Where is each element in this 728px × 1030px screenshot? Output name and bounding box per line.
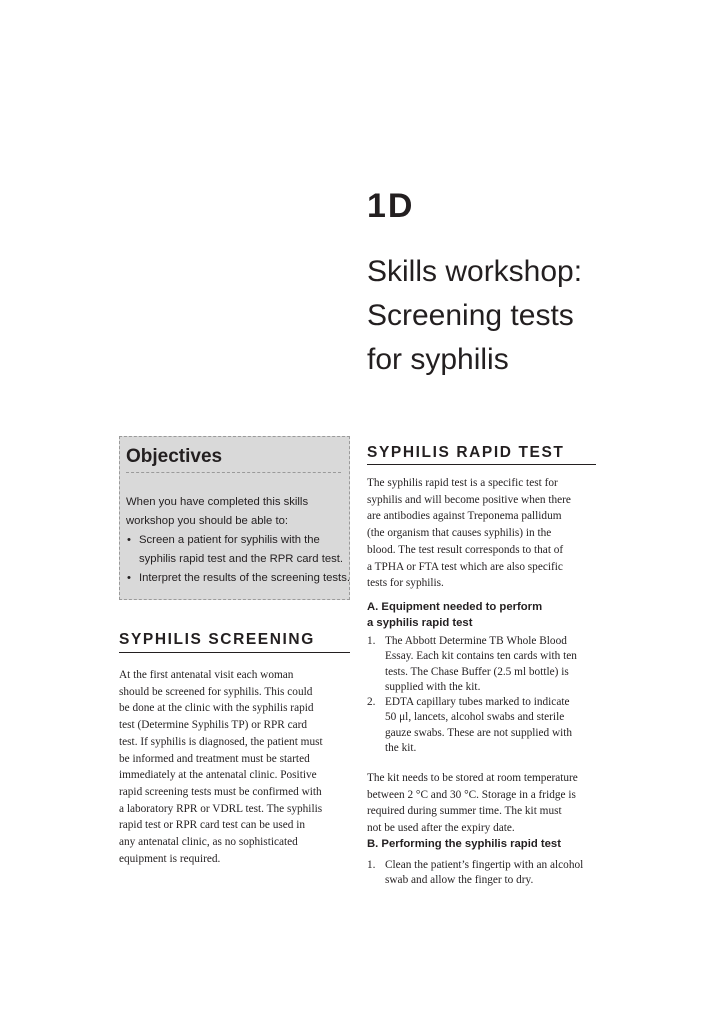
text-line: equipment is required. [119, 852, 221, 865]
text-line: rapid screening tests must be confirmed with [119, 785, 322, 798]
text-line: test. If syphilis is diagnosed, the patient must [119, 735, 323, 748]
text-line: EDTA capillary tubes marked to indicate [385, 696, 570, 709]
objectives-box [119, 436, 350, 600]
screening-paragraph [119, 667, 354, 867]
storage-paragraph [367, 770, 602, 837]
text-line: immediately at the antenatal clinic. Positive [119, 769, 317, 782]
text-line: swab and allow the finger to dry. [385, 874, 534, 887]
objectives-item [126, 569, 352, 588]
text-line: are antibodies against Treponema pallidum [367, 510, 562, 523]
list-number: 1. [367, 859, 376, 871]
text-line: tests. The Chase Buffer (2.5 ml bottle) is [385, 665, 569, 678]
text-line: The Abbott Determine TB Whole Blood [385, 635, 567, 647]
text-line: supplied with the kit. [385, 680, 481, 693]
objectives-item-text: Interpret the results of the screening tests. [139, 572, 350, 584]
chapter-title-line: Screening tests [367, 299, 574, 332]
text-line: rapid test or RPR card test can be used in [119, 819, 306, 832]
text-line: 50 μl, lancets, alcohol swabs and sterile [385, 711, 565, 724]
text-line: any antenatal clinic, as no sophisticated [119, 836, 298, 849]
objectives-intro: When you have completed this skills workshop you should be able to: [126, 496, 309, 527]
text-line: The syphilis rapid test is a specific test for [367, 477, 558, 489]
objectives-item-text: Screen a patient for syphilis with the syphilis rapid test and the RPR card test. [139, 534, 344, 565]
list-number: 1. [367, 635, 376, 647]
text-line: should be screened for syphilis. This could [119, 685, 313, 698]
rapid-test-intro [367, 475, 602, 592]
chapter-title-line: Skills workshop: [367, 255, 583, 288]
objectives-divider [126, 472, 341, 473]
bullet-icon: • [127, 534, 131, 546]
text-line: syphilis and will become positive when there [367, 493, 571, 506]
text-line: be informed and treatment must be started [119, 752, 310, 765]
text-line: Essay. Each kit contains ten cards with ten [385, 650, 577, 663]
text-line: between 2 °C and 30 °C. Storage in a fridge is [367, 788, 576, 801]
text-line: blood. The test result corresponds to that of [367, 543, 564, 556]
screening-heading: SYPHILIS SCREENING [119, 631, 315, 648]
text-line: Clean the patient’s fingertip with an alcohol [385, 859, 584, 871]
equipment-list [367, 634, 602, 756]
equipment-item [367, 695, 602, 756]
text-line: gauze swabs. These are not supplied with [385, 726, 573, 739]
rapid-test-heading: SYPHILIS RAPID TEST [367, 444, 565, 461]
text-line: tests for syphilis. [367, 577, 444, 590]
objectives-item [126, 531, 352, 569]
text-line: The kit needs to be stored at room temperature [367, 772, 578, 784]
text-line: a TPHA or FTA test which are also specific [367, 560, 563, 573]
text-line: A. Equipment needed to perform [367, 601, 543, 613]
equipment-item [367, 634, 602, 695]
performing-item [367, 858, 602, 889]
text-line: not be used after the expiry date. [367, 822, 515, 835]
rapid-test-heading-rule [367, 464, 596, 465]
text-line: be done at the clinic with the syphilis rapid [119, 702, 314, 715]
text-line: test (Determine Syphilis TP) or RPR card [119, 719, 308, 732]
performing-heading: B. Performing the syphilis rapid test [367, 838, 561, 850]
chapter-title [367, 250, 667, 382]
text-line: (the organism that causes syphilis) in the [367, 527, 552, 540]
text-line: a syphilis rapid test [367, 617, 473, 629]
objectives-heading: Objectives [126, 446, 223, 467]
text-line: required during summer time. The kit must [367, 805, 562, 818]
equipment-heading [367, 599, 542, 631]
chapter-title-line: for syphilis [367, 343, 509, 376]
objectives-list [126, 531, 352, 588]
screening-heading-rule [119, 652, 350, 653]
bullet-icon: • [127, 572, 131, 584]
text-line: a laboratory RPR or VDRL test. The syphilis [119, 802, 323, 815]
text-line: At the first antenatal visit each woman [119, 669, 294, 681]
text-line: the kit. [385, 742, 417, 755]
chapter-number: 1D [367, 187, 415, 225]
list-number: 2. [367, 696, 376, 709]
performing-list [367, 858, 602, 889]
